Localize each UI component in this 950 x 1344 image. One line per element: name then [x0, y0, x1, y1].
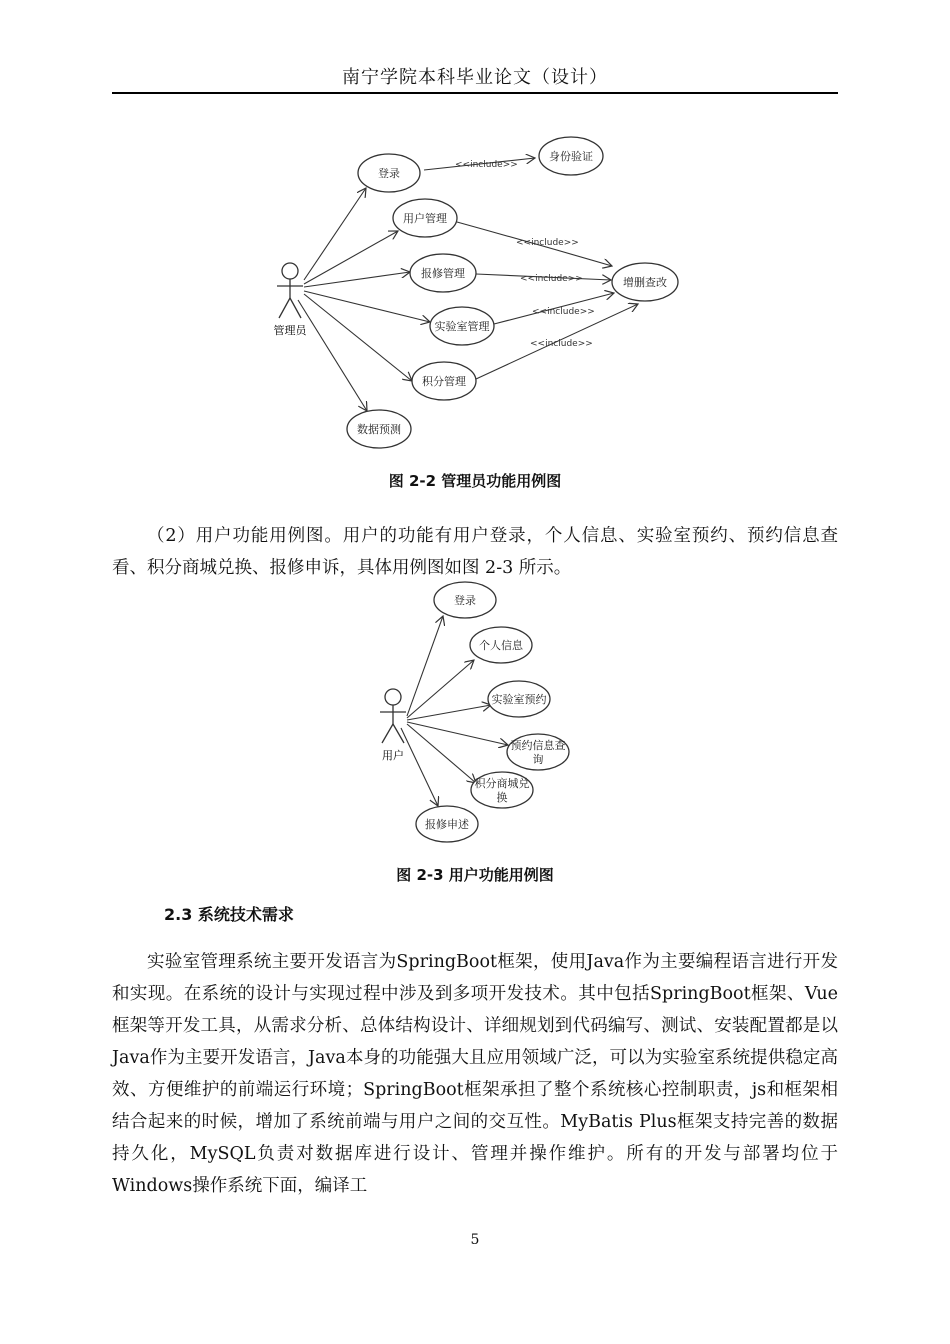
user-use-case-diagram	[0, 580, 950, 850]
usecase-crud-label: 增删查改	[623, 276, 667, 289]
usecase-lab-mgmt-label: 实验室管理	[434, 320, 490, 333]
assoc-lab-mgmt	[304, 291, 430, 322]
include-label: <<include>>	[520, 274, 583, 284]
user-usecase-profile-label: 个人信息	[479, 639, 523, 652]
include-label: <<include>>	[455, 160, 518, 170]
paragraph-tech-requirements: 实验室管理系统主要开发语言为SpringBoot框架，使用Java作为主要编程语言进行开发和实现。在系统的设计与实现过程中涉及到多项开发技术。其中包括SpringBoot框架、Vue框架等开发工具，从需求分析、总体结构设计、详细规划到代码编写、测试、安装配置都是以Java作为主要开发语言，Java本身的功能强大且应用领域广泛，可以为实验室系统提供稳定高效、方便维护的前端运行环境；SpringBoot框架承担了整个系统核心控制职责，js和框架相结合起来的时候，增加了系统前端与用户之间的交互性。MyBatis Plus框架支持完善的数据持久化，MySQL负责对数据库进行设计、管理并操作维护。所有的开发与部署均位于Windows操作系统下面，编译工	[112, 952, 838, 1196]
usecase-auth-label: 身份验证	[549, 150, 593, 163]
page-number: 5	[470, 1232, 480, 1248]
assoc-repair-mgmt	[304, 272, 410, 287]
user-usecase-booking-query-label-1: 预约信息查	[510, 739, 566, 752]
user-usecase-points-exchange-label-1: 积分商城兑	[474, 777, 530, 790]
assoc-user-booking-query	[407, 722, 508, 745]
admin-use-case-diagram	[0, 130, 950, 460]
assoc-user-login	[407, 616, 443, 716]
user-usecase-login-label: 登录	[454, 594, 476, 607]
paragraph-user-usecase: （2）用户功能用例图。用户的功能有用户登录，个人信息、实验室预约、预约信息查看、积分商城兑换、报修申诉，具体用例图如图 2-3 所示。	[112, 526, 838, 578]
include-label: <<include>>	[530, 339, 593, 349]
running-header: 南宁学院本科毕业论文（设计）	[112, 64, 838, 94]
admin-actor-icon	[277, 263, 303, 318]
section-heading: 2.3 系统技术需求	[164, 905, 294, 924]
include-label: <<include>>	[532, 307, 595, 317]
user-usecase-points-exchange-label-2: 换	[496, 791, 508, 804]
user-usecase-booking-query-label-2: 询	[532, 753, 544, 766]
assoc-user-points-exchange	[407, 724, 476, 783]
figure-caption-2-3: 图 2-3 用户功能用例图	[396, 866, 554, 884]
user-usecase-repair-appeal-label: 报修申述	[425, 818, 469, 831]
assoc-points-mgmt	[304, 294, 412, 381]
usecase-user-mgmt-label: 用户管理	[403, 212, 447, 225]
usecase-login-label: 登录	[378, 167, 400, 180]
include-label: <<include>>	[516, 238, 579, 248]
user-usecase-lab-booking-label: 实验室预约	[491, 693, 547, 706]
figure-caption-2-2: 图 2-2 管理员功能用例图	[388, 472, 562, 490]
user-actor-label: 用户	[382, 749, 404, 762]
assoc-user-repair-appeal	[401, 728, 438, 806]
admin-actor-label: 管理员	[273, 324, 307, 337]
user-actor-icon	[380, 689, 406, 743]
usecase-points-mgmt-label: 积分管理	[422, 375, 466, 388]
usecase-repair-mgmt-label: 报修管理	[421, 267, 465, 280]
usecase-data-predict-label: 数据预测	[357, 423, 401, 436]
